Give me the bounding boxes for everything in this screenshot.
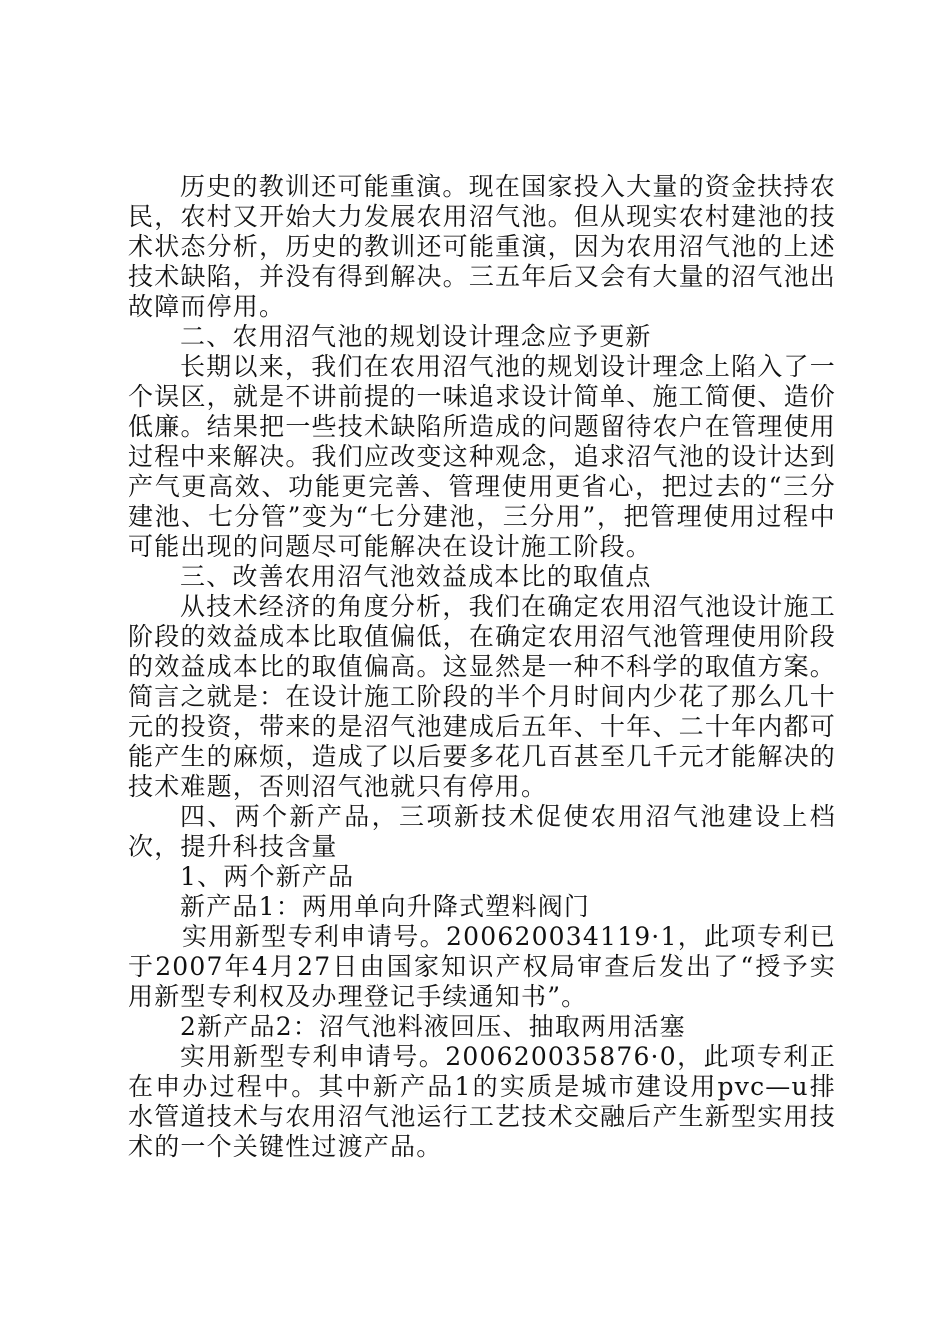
section-heading-new-products: 四、两个新产品，三项新技术促使农用沼气池建设上档次，提升科技含量 <box>128 802 836 861</box>
paragraph-design-concept: 长期以来，我们在农用沼气池的规划设计理念上陷入了一个误区，就是不讲前提的一味追求设计简单、施工简便、造价低廉。结果把一些技术缺陷所造成的问题留待农户在管理使用过程中来解决。我们应改变这种观念，追求沼气池的设计达到产气更高效、功能更完善、管理使用更省心，把过去的“三分建池、七分管”变为“七分建池，三分用”，把管理使用过程中可能出现的问题尽可能解决在设计施工阶段。 <box>128 352 836 561</box>
paragraph-cost-benefit: 从技术经济的角度分析，我们在确定农用沼气池设计施工阶段的效益成本比取值偏低，在确定农用沼气池管理使用阶段的效益成本比的取值偏高。这显然是一种不科学的取值方案。简言之就是：在设计施工阶段的半个月时间内少花了那么几十元的投资，带来的是沼气池建成后五年、十年、二十年内都可能产生的麻烦，造成了以后要多花几百甚至几千元才能解决的技术难题，否则沼气池就只有停用。 <box>128 592 836 801</box>
section-heading-cost-benefit: 三、改善农用沼气池效益成本比的取值点 <box>180 562 652 591</box>
product-1-title: 新产品1：两用单向升降式塑料阀门 <box>180 892 591 921</box>
section-heading-design-concept: 二、农用沼气池的规划设计理念应予更新 <box>180 322 652 351</box>
paragraph-product-2-patent: 实用新型专利申请号。200620035876·0，此项专利正在申办过程中。其中新产品1的实质是城市建设用pvc—u排水管道技术与农用沼气池运行工艺技术交融后产生新型实用技术的一个关键性过渡产品。 <box>128 1042 836 1161</box>
product-2-title: 2新产品2：沼气池料液回压、抽取两用活塞 <box>180 1012 686 1041</box>
paragraph-history-lesson: 历史的教训还可能重演。现在国家投入大量的资金扶持农民，农村又开始大力发展农用沼气池。但从现实农村建池的技术状态分析，历史的教训还可能重演，因为农用沼气池的上述技术缺陷，并没有得到解决。三五年后又会有大量的沼气池出故障而停用。 <box>128 172 836 321</box>
subheading-two-products: 1、两个新产品 <box>180 862 355 891</box>
paragraph-product-1-patent: 实用新型专利申请号。200620034119·1，此项专利已于2007年4月27日由国家知识产权局审查后发出了“授予实用新型专利权及办理登记手续通知书”。 <box>128 922 836 1011</box>
document-body <box>128 172 836 1162</box>
